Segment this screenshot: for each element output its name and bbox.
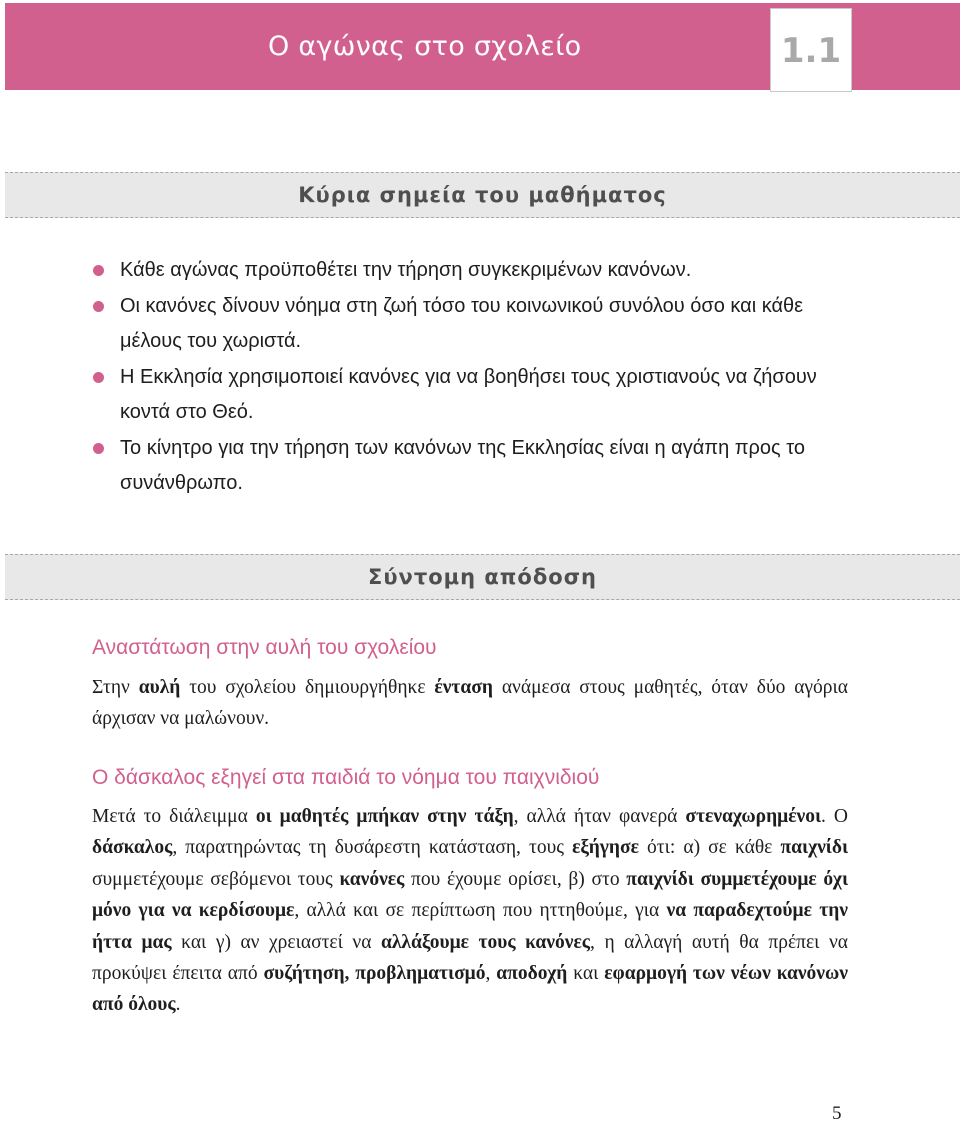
emphasized-text: οι μαθητές μπήκαν στην τάξη xyxy=(255,806,514,827)
bullet-dot-icon xyxy=(93,372,104,383)
emphasized-text: δάσκαλος xyxy=(92,837,173,859)
key-point-text: Η Εκκλησία χρησιμοποιεί κανόνες για να βοηθήσει τους χριστιανούς να ζήσουν κοντά στο Θεό. xyxy=(120,365,817,423)
emphasized-text: να παραδεχτούμε την ήττα μας xyxy=(92,900,848,953)
key-points-list xyxy=(92,253,862,502)
paragraph-text: . Ο xyxy=(821,806,848,827)
key-point-item xyxy=(92,360,862,431)
emphasized-text: εξήγησε xyxy=(572,837,639,859)
paragraph-text: Στην xyxy=(92,677,139,698)
paragraph-text: , παρατηρώντας τη δυσάρεστη κατάσταση, τους xyxy=(172,837,573,859)
paragraph-text: που έχουμε ορίσει, β) στο xyxy=(404,868,627,890)
paragraph-text: , αλλά ήταν φανερά xyxy=(513,806,686,827)
summary-section-2-heading: Ο δάσκαλος εξηγεί στα παιδιά το νόημα του παιχνιδιού xyxy=(92,766,600,789)
key-point-item xyxy=(92,253,862,289)
paragraph-text: , η αλλαγή αυτή θα πρέπει να προκύψει έπειτα από xyxy=(92,931,848,985)
chapter-number: 1.1 xyxy=(780,31,842,71)
emphasized-text: κανόνες xyxy=(339,868,405,890)
paragraph-text: και xyxy=(567,963,605,985)
paragraph-text: του σχολείου δημιουργήθηκε xyxy=(180,677,435,698)
key-point-item xyxy=(92,289,862,360)
paragraph-text: , xyxy=(485,963,497,985)
summary-title: Σύντομη απόδοση xyxy=(368,565,597,589)
emphasized-text: παιχνίδι xyxy=(780,837,848,859)
paragraph-text: ανάμεσα στους μαθητές, όταν δύο αγόρια άρχισαν να μαλώνουν. xyxy=(92,677,848,730)
paragraph-text: και γ) αν χρειαστεί να xyxy=(171,931,381,953)
emphasized-text: αποδοχή xyxy=(496,963,568,985)
key-point-text: Οι κανόνες δίνουν νόημα στη ζωή τόσο του κοινωνικού συνόλου όσο και κάθε μέλους του χωριστά. xyxy=(120,294,804,352)
summary-band xyxy=(5,554,960,600)
paragraph-text: Μετά το διάλειμμα xyxy=(92,806,256,827)
emphasized-text: αυλή xyxy=(138,677,181,698)
chapter-header-bar xyxy=(5,3,960,90)
key-points-band xyxy=(5,172,960,218)
bullet-dot-icon xyxy=(93,265,104,276)
emphasized-text: ένταση xyxy=(434,677,493,698)
chapter-number-box xyxy=(770,8,852,92)
summary-section-1-heading: Αναστάτωση στην αυλή του σχολείου xyxy=(92,636,437,659)
emphasized-text: στεναχωρημένοι xyxy=(685,806,822,827)
summary-section-2-paragraph xyxy=(92,801,848,1021)
key-point-item xyxy=(92,431,862,502)
key-point-text: Το κίνητρο για την τήρηση των κανόνων της Εκκλησίας είναι η αγάπη προς το συνάνθρωπο. xyxy=(120,436,805,494)
bullet-dot-icon xyxy=(93,443,104,454)
summary-section-1-paragraph xyxy=(92,672,848,735)
bullet-dot-icon xyxy=(93,301,104,312)
chapter-title: Ο αγώνας στο σχολείο xyxy=(268,31,582,62)
emphasized-text: εφαρμογή των νέων κανόνων από όλους xyxy=(92,963,848,1016)
paragraph-text: συμμετέχουμε σεβόμενοι τους xyxy=(92,868,340,890)
emphasized-text: παιχνίδι συμμετέχουμε όχι μόνο για να κερδίσουμε xyxy=(92,868,848,922)
page-number: 5 xyxy=(832,1103,842,1124)
emphasized-text: συζήτηση, προβληματισμό xyxy=(263,963,486,985)
key-point-text: Κάθε αγώνας προϋποθέτει την τήρηση συγκεκριμένων κανόνων. xyxy=(120,259,692,281)
paragraph-text: . xyxy=(175,994,181,1016)
paragraph-text: ότι: α) σε κάθε xyxy=(638,837,781,859)
key-points-title: Κύρια σημεία του μαθήματος xyxy=(298,183,667,207)
emphasized-text: αλλάξουμε τους κανόνες xyxy=(380,931,591,953)
paragraph-text: , αλλά και σε περίπτωση που ηττηθούμε, για xyxy=(294,900,667,922)
